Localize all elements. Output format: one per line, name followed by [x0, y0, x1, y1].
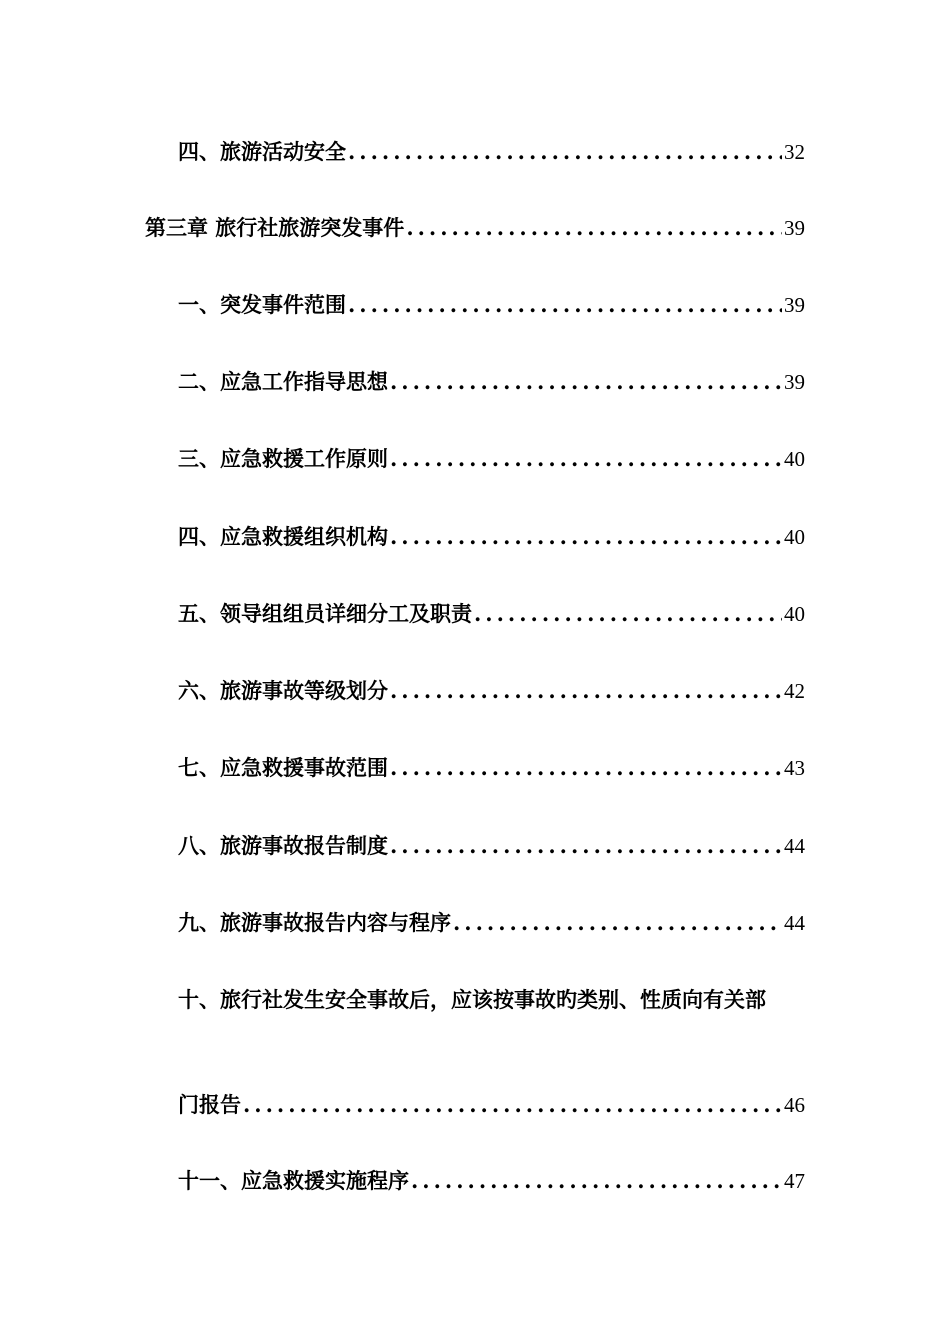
toc-entry-report-content-procedure[interactable] [178, 906, 805, 940]
toc-entry-travel-activity-safety[interactable] [178, 135, 805, 169]
toc-entry-label: 二、应急工作指导思想 [178, 369, 388, 394]
toc-entry-label: 四、应急救援组织机构 [178, 524, 388, 549]
toc-page-number: 44 [784, 834, 805, 858]
toc-entry-label: 一、突发事件范围 [178, 292, 346, 317]
toc-page-number: 40 [784, 602, 805, 626]
toc-leader-dots [390, 365, 782, 399]
toc-page-number: 46 [784, 1093, 805, 1117]
toc-entry-reporting-system[interactable] [178, 829, 805, 863]
toc-entry-emergency-scope[interactable] [178, 288, 805, 322]
toc-entry-label: 五、领导组组员详细分工及职责 [178, 601, 472, 626]
toc-entry-accident-levels[interactable] [178, 674, 805, 708]
toc-entry-guiding-ideology[interactable] [178, 365, 805, 399]
toc-leader-dots [348, 288, 782, 322]
toc-entry-after-accident-line2[interactable] [178, 1088, 805, 1122]
toc-leader-dots [474, 597, 782, 631]
toc-entry-label: 十、旅行社发生安全事故后，应该按事故旳类别、性质向有关部 [178, 987, 766, 1012]
toc-entry-leadership-duties[interactable] [178, 597, 805, 631]
toc-entry-label: 九、旅游事故报告内容与程序 [178, 910, 451, 935]
toc-entry-rescue-principles[interactable] [178, 442, 805, 476]
toc-entry-label: 第三章 旅行社旅游突发事件 [145, 215, 405, 240]
toc-page-number: 44 [784, 911, 805, 935]
toc-leader-dots [406, 211, 782, 245]
toc-leader-dots [390, 674, 782, 708]
toc-entry-label: 三、应急救援工作原则 [178, 446, 388, 471]
toc-entry-label: 十一、应急救援实施程序 [178, 1168, 409, 1193]
toc-entry-rescue-organization[interactable] [178, 520, 805, 554]
toc-leader-dots [243, 1088, 782, 1122]
toc-leader-dots [453, 906, 782, 940]
toc-entry-label: 门报告 [178, 1092, 241, 1117]
toc-entry-rescue-accident-scope[interactable] [178, 751, 805, 785]
toc-entry-chapter-three[interactable] [145, 211, 805, 245]
toc-leader-dots [390, 751, 782, 785]
toc-page-number: 39 [784, 216, 805, 240]
toc-page-number: 39 [784, 370, 805, 394]
toc-entry-label: 七、应急救援事故范围 [178, 755, 388, 780]
toc-leader-dots [390, 520, 782, 554]
toc-entry-label: 四、旅游活动安全 [178, 139, 346, 164]
toc-leader-dots [348, 135, 782, 169]
toc-entry-rescue-implementation[interactable] [178, 1164, 805, 1198]
toc-page-number: 40 [784, 525, 805, 549]
toc-page-number: 40 [784, 447, 805, 471]
toc-entry-label: 八、旅游事故报告制度 [178, 833, 388, 858]
toc-leader-dots [411, 1164, 782, 1198]
toc-leader-dots [390, 442, 782, 476]
toc-page-number: 42 [784, 679, 805, 703]
toc-entry-label: 六、旅游事故等级划分 [178, 678, 388, 703]
toc-page-number: 39 [784, 293, 805, 317]
toc-page-number: 32 [784, 140, 805, 164]
toc-page-number: 47 [784, 1169, 805, 1193]
toc-page-number: 43 [784, 756, 805, 780]
toc-leader-dots [390, 829, 782, 863]
toc-entry-after-accident-line1[interactable] [178, 983, 805, 1017]
